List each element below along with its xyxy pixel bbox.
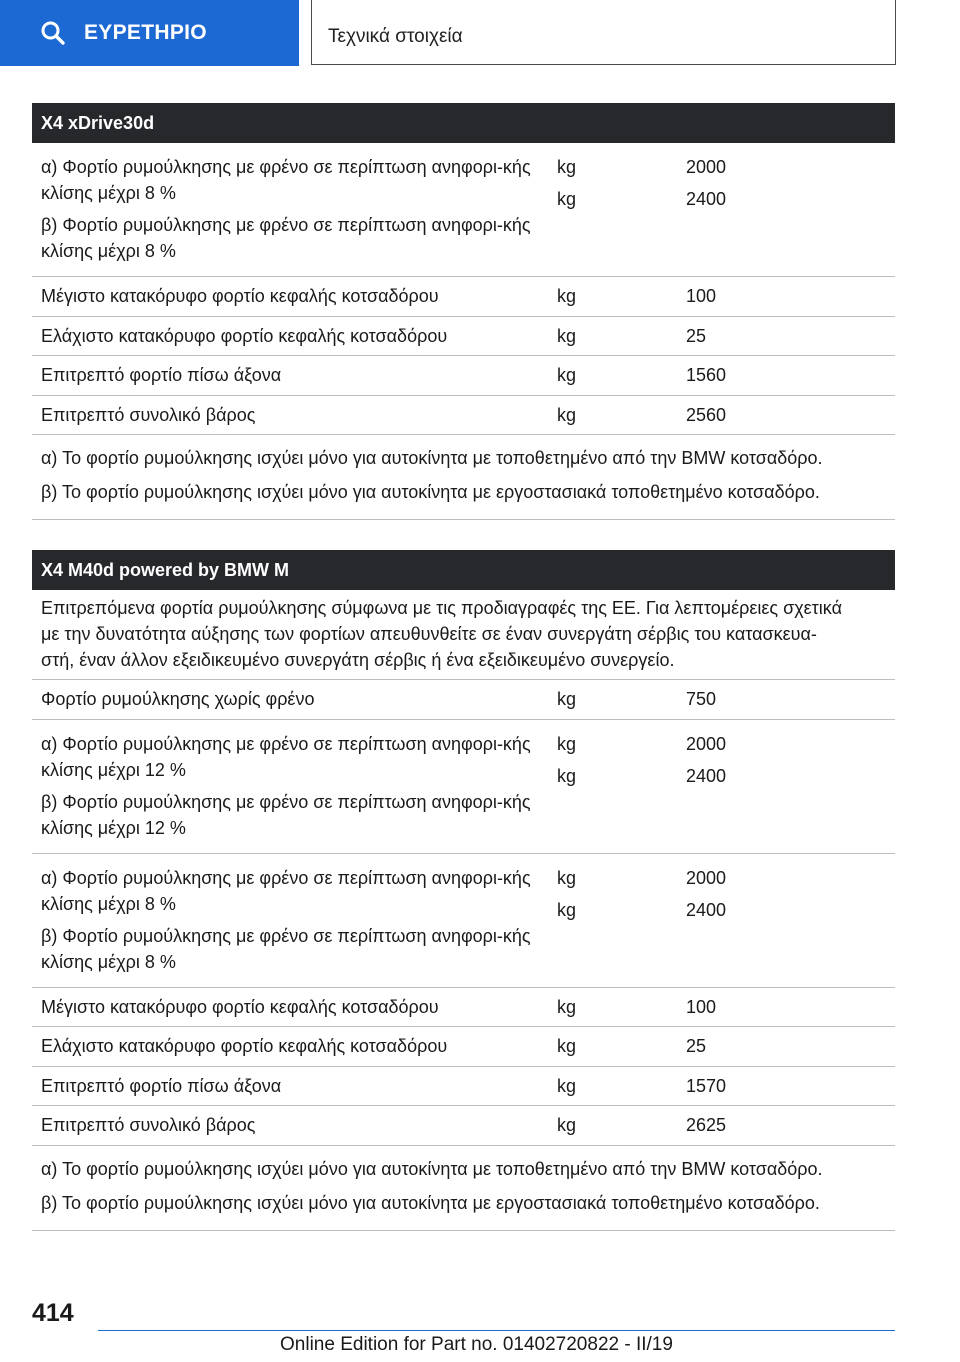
row-label: Μέγιστο κατακόρυφο φορτίο κεφαλής κοτσαδόρου (41, 996, 439, 1017)
page-number: 414 (32, 1299, 74, 1327)
table-row (32, 1067, 895, 1107)
intro-line: στή, έναν άλλον εξειδικευμένο συνεργάτη σέρβις ή ένα εξειδικευμένο συνεργείο. (41, 650, 675, 670)
section-title: Τεχνικά στοιχεία (328, 26, 463, 47)
row-value: 750 (686, 689, 717, 710)
top-bar (0, 0, 960, 66)
row-label: Φορτίο ρυμούλκησης χωρίς φρένο (41, 689, 315, 710)
table-row (32, 356, 895, 396)
row-label: α) Φορτίο ρυμούλκησης με φρένο σε περίπτωση ανηφορι-κής κλίσης μέχρι 8 % (41, 157, 531, 203)
footnotes (32, 1146, 895, 1231)
footnotes (32, 435, 895, 520)
row-label: β) Φορτίο ρυμούλκησης με φρένο σε περίπτωση ανηφορι-κής κλίσης μέχρι 12 % (41, 791, 531, 838)
row-value: 100 (686, 996, 717, 1017)
row-value: 100 (686, 286, 717, 307)
row-unit: kg (557, 1075, 577, 1096)
row-label: β) Φορτίο ρυμούλκησης με φρένο σε περίπτωση ανηφορι-κής κλίσης μέχρι 8 % (41, 925, 531, 972)
page-content (32, 103, 895, 1231)
row-value: 2400 (686, 765, 727, 786)
row-unit: kg (557, 157, 577, 177)
footnote: α) Το φορτίο ρυμούλκησης ισχύει μόνο για αυτοκίνητα με τοποθετημένο από την BMW κοτσαδόρο. (41, 448, 823, 468)
row-label: α) Φορτίο ρυμούλκησης με φρένο σε περίπτωση ανηφορι-κής κλίσης μέχρι 12 % (41, 733, 531, 780)
footnote: β) Το φορτίο ρυμούλκησης ισχύει μόνο για αυτοκίνητα με εργοστασιακά τοποθετημένο κοτσαδόρο. (41, 482, 820, 502)
intro-line: Επιτρεπόμενα φορτία ρυμούλκησης σύμφωνα με τις προδιαγραφές της ΕΕ. Για λεπτομέρειες σχετικά (41, 598, 842, 618)
row-value: 2625 (686, 1115, 727, 1136)
row-unit: kg (557, 996, 577, 1017)
section-header-x4-xdrive30d (32, 103, 895, 143)
section-title-tab[interactable] (311, 0, 896, 65)
index-label: ΕΥΡΕΤΗΡΙΟ (84, 21, 207, 44)
row-unit: kg (557, 733, 577, 754)
table-row (32, 1027, 895, 1067)
row-label: Μέγιστο κατακόρυφο φορτίο κεφαλής κοτσαδόρου (41, 286, 439, 307)
row-value: 25 (686, 325, 707, 346)
row-label: Ελάχιστο κατακόρυφο φορτίο κεφαλής κοτσαδόρου (41, 1036, 448, 1057)
footnote: α) Το φορτίο ρυμούλκησης ισχύει μόνο για αυτοκίνητα με τοποθετημένο από την BMW κοτσαδόρο. (41, 1158, 823, 1179)
row-value: 1570 (686, 1075, 727, 1096)
footnote: β) Το φορτίο ρυμούλκησης ισχύει μόνο για αυτοκίνητα με εργοστασιακά τοποθετημένο κοτσαδόρο. (41, 1192, 820, 1213)
search-icon (40, 20, 66, 46)
row-unit: kg (557, 404, 577, 425)
section-header-x4-m40d (32, 550, 895, 590)
row-label: α) Φορτίο ρυμούλκησης με φρένο σε περίπτωση ανηφορι-κής κλίσης μέχρι 8 % (41, 867, 531, 914)
row-unit: kg (557, 286, 577, 307)
table-row (32, 854, 895, 988)
row-value: 2400 (686, 189, 727, 209)
row-unit: kg (557, 899, 577, 920)
row-label: Επιτρεπτό φορτίο πίσω άξονα (41, 1075, 282, 1096)
row-unit: kg (557, 1115, 577, 1136)
row-unit: kg (557, 189, 577, 209)
row-label: Ελάχιστο κατακόρυφο φορτίο κεφαλής κοτσαδόρου (41, 325, 448, 346)
intro-line: με την δυνατότητα αύξησης των φορτίων απευθυνθείτε σε έναν συνεργάτη σέρβις του κατασκευα- (41, 624, 817, 644)
edition-note: Online Edition for Part no. 01402720822 - II/19 (280, 1334, 673, 1355)
row-unit: kg (557, 365, 577, 386)
row-value: 2400 (686, 899, 727, 920)
footer-divider (98, 1330, 895, 1331)
row-label: Επιτρεπτό φορτίο πίσω άξονα (41, 365, 282, 386)
section-title-x4-xdrive30d: X4 xDrive30d (41, 112, 155, 133)
row-unit: kg (557, 1036, 577, 1057)
intro-paragraph (32, 590, 895, 680)
row-unit: kg (557, 325, 577, 346)
row-value: 2000 (686, 157, 727, 177)
row-label: β) Φορτίο ρυμούλκησης με φρένο σε περίπτωση ανηφορι-κής κλίσης μέχρι 8 % (41, 215, 531, 261)
table-row (32, 317, 895, 357)
index-button[interactable] (0, 0, 299, 66)
row-unit: kg (557, 765, 577, 786)
row-value: 2000 (686, 867, 727, 888)
table-row (32, 680, 895, 720)
table-row (32, 277, 895, 317)
row-value: 1560 (686, 365, 727, 386)
table-row (32, 396, 895, 436)
section-title-x4-m40d: X4 M40d powered by BMW M (41, 559, 290, 580)
row-unit: kg (557, 867, 577, 888)
table-row (32, 988, 895, 1028)
row-label: Επιτρεπτό συνολικό βάρος (41, 404, 256, 425)
row-value: 2560 (686, 404, 727, 425)
row-unit: kg (557, 689, 577, 710)
row-value: 2000 (686, 733, 727, 754)
table-row (32, 1106, 895, 1146)
row-value: 25 (686, 1036, 707, 1057)
row-label: Επιτρεπτό συνολικό βάρος (41, 1115, 256, 1136)
table-row (32, 143, 895, 277)
table-row (32, 720, 895, 854)
